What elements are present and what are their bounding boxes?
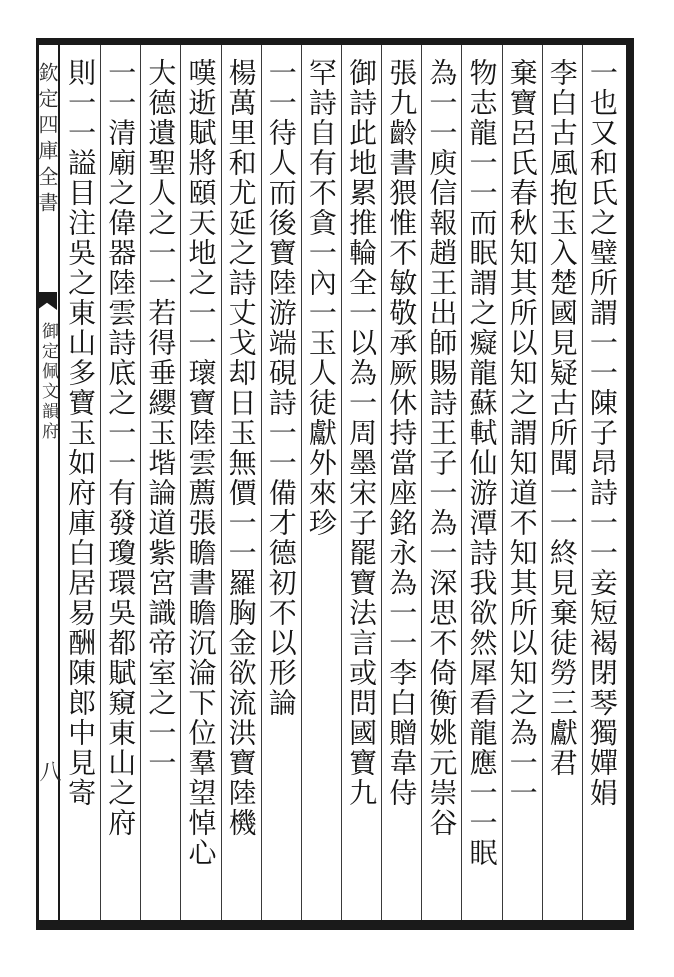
text-column: 一也又和氏之璧所謂一一陳子昂詩一一妾短褐閉琴獨嬋娟 xyxy=(585,58,619,808)
text-column: 一一待人而後寶陸游端硯詩一一備才德初不以形論 xyxy=(264,58,298,718)
column-rule xyxy=(582,45,583,920)
text-column: 李白古風抱玉入楚國見疑古所聞一一終見棄徒勞三獻君 xyxy=(545,58,579,778)
book-title: 御定佩文韻府 xyxy=(38,322,58,442)
frame-bottom-rule xyxy=(36,920,634,928)
text-column: 為一一庾信報趙王出師賜詩王子一為一深思不倚衡姚元崇谷 xyxy=(425,58,459,838)
text-column: 罕詩自有不貪一內一玉人徒獻外來珍 xyxy=(304,58,338,538)
column-rule xyxy=(421,45,422,920)
text-column: 嘆逝賦將頤天地之一一瓌寶陸雲薦張瞻書瞻沉淪下位羣望悼心 xyxy=(184,58,218,868)
frame-right-rule xyxy=(626,38,634,930)
text-column: 御詩此地累推輪全一以為一周墨宋子罷寶法言或問國寶九 xyxy=(345,58,379,808)
text-column: 則一一謚目注吳之東山多寶玉如府庫白居易酬陳郎中見寄 xyxy=(64,58,98,808)
page-number: 八 xyxy=(36,760,61,782)
column-rule xyxy=(301,45,302,920)
frame-top-rule xyxy=(36,38,634,45)
text-column: 楊萬里和尤延之詩丈戈却日玉無價一一羅胸金欲流洪寶陸機 xyxy=(224,58,258,838)
column-rule xyxy=(140,45,141,920)
text-column: 一一清廟之偉器陸雲詩底之一一有發瓊環吳都賦窺東山之府 xyxy=(104,58,138,838)
column-rule xyxy=(180,45,181,920)
text-column: 棄寶呂氏春秋知其所以知之謂知道不知其所以知之為一一 xyxy=(505,58,539,808)
text-column: 物志龍一一而眠謂之癡龍蘇軾仙游潭詩我欲然犀看龍應一一眠 xyxy=(465,58,499,868)
column-rule xyxy=(100,45,101,920)
column-rule xyxy=(461,45,462,920)
column-rule xyxy=(542,45,543,920)
column-rule xyxy=(261,45,262,920)
text-column: 張九齡書猥惟不敏敬承厥休持當座銘永為一一李白贈韋侍 xyxy=(385,58,419,808)
column-rule xyxy=(502,45,503,920)
column-rule xyxy=(381,45,382,920)
collection-title: 欽定四庫全書 xyxy=(35,62,59,218)
text-column: 大德遺聖人之一一若得垂纓玉堦論道紫宮識帝室之一一 xyxy=(144,58,178,778)
column-rule xyxy=(341,45,342,920)
column-rule xyxy=(221,45,222,920)
